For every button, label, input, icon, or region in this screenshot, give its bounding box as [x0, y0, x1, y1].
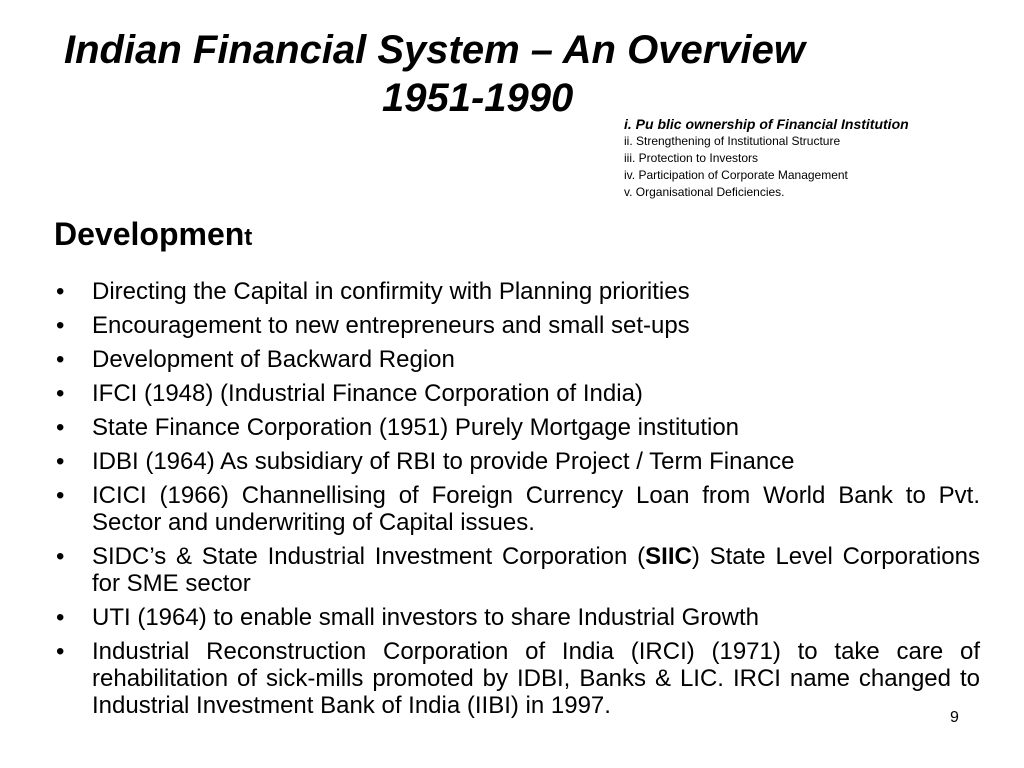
bullet-item: [56, 278, 980, 305]
side-list-item: i. Pu blic ownership of Financial Institution: [624, 116, 909, 132]
bullet-item: [56, 414, 980, 441]
title-line-2: 1951-1990: [382, 76, 574, 120]
bullet-item: [56, 448, 980, 475]
bullet-dot-icon: •: [56, 414, 65, 441]
bullet-text: Directing the Capital in confirmity with Planning priorities: [92, 278, 690, 305]
development-bullet-list: [56, 278, 980, 726]
side-list-item: v. Organisational Deficiencies.: [624, 185, 785, 199]
bullet-item: [56, 346, 980, 373]
bullet-dot-icon: •: [56, 638, 65, 665]
bullet-item: [56, 638, 980, 719]
bullet-text: ICICI (1966) Channellising of Foreign Currency Loan from World Bank to Pvt. Sector and underwriting of Capital issues.: [92, 482, 980, 536]
bullet-dot-icon: •: [56, 346, 65, 373]
title-line-1: Indian Financial System – An Overview: [64, 28, 805, 72]
heading-tail: t: [244, 224, 253, 251]
bullet-text: Industrial Reconstruction Corporation of India (IRCI) (1971) to take care of rehabilitation of sick-mills promoted by IDBI, Banks & LIC. IRCI name changed to Industrial Investment Bank of India (IIBI) in 1997.: [92, 638, 980, 719]
bullet-item: [56, 604, 980, 631]
bullet-text-before: SIDC’s & State Industrial Investment Corporation (: [92, 543, 646, 570]
bullet-dot-icon: •: [56, 482, 65, 509]
bullet-text-after: ) State Level Corporations for SME sector: [92, 543, 981, 597]
bullet-dot-icon: •: [56, 448, 65, 475]
bullet-dot-icon: •: [56, 380, 65, 407]
bullet-item: [56, 543, 980, 597]
bullet-text: Development of Backward Region: [92, 346, 455, 373]
side-list-item: iii. Protection to Investors: [624, 151, 759, 165]
heading-main: Developmen: [54, 216, 245, 252]
bullet-item: [56, 482, 980, 536]
bullet-text: UTI (1964) to enable small investors to share Industrial Growth: [92, 604, 759, 631]
side-objectives-list: [624, 116, 1004, 201]
bullet-text: IDBI (1964) As subsidiary of RBI to provide Project / Term Finance: [92, 448, 795, 475]
section-heading: [54, 214, 252, 258]
bullet-dot-icon: •: [56, 312, 65, 339]
bullet-text: State Finance Corporation (1951) Purely Mortgage institution: [92, 414, 740, 441]
bullet-dot-icon: •: [56, 278, 65, 305]
bullet-dot-icon: •: [56, 543, 65, 570]
bullet-text: IFCI (1948) (Industrial Finance Corporation of India): [92, 380, 643, 407]
bullet-item: [56, 312, 980, 339]
side-list-item: iv. Participation of Corporate Management: [624, 168, 848, 182]
slide-title: [60, 26, 920, 122]
page-number: 9: [950, 709, 959, 726]
side-list-item: ii. Strengthening of Institutional Structure: [624, 134, 841, 148]
bullet-dot-icon: •: [56, 604, 65, 631]
bullet-item: [56, 380, 980, 407]
bullet-text-bold: SIIC: [645, 543, 692, 570]
bullet-text: Encouragement to new entrepreneurs and small set-ups: [92, 312, 690, 339]
